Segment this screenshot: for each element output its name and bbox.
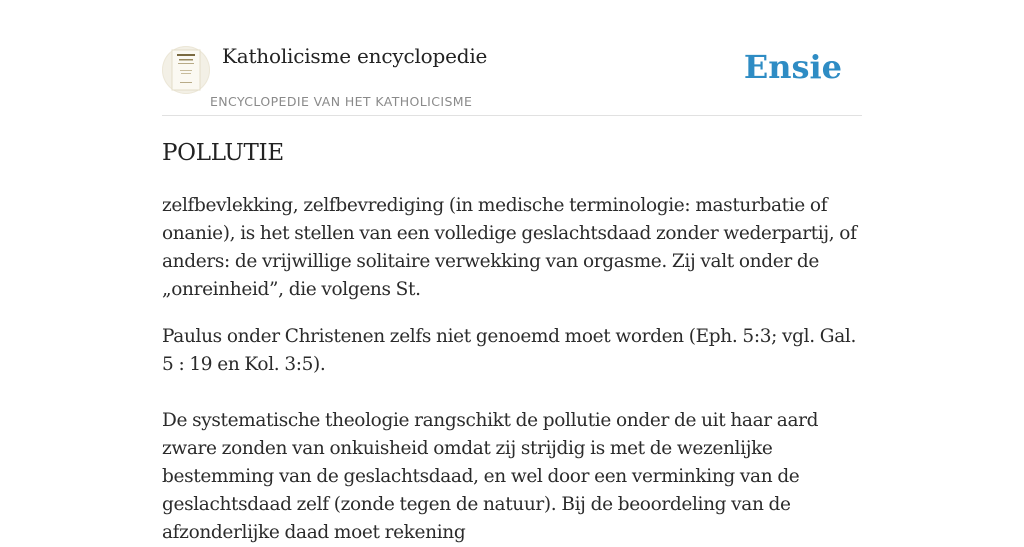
site-title[interactable]: Katholicisme encyclopedie	[222, 44, 488, 68]
site-header	[162, 0, 862, 116]
article-paragraph: Paulus onder Christenen zelfs niet genoemd moet worden (Eph. 5:3; vgl. Gal. 5 : 19 en Kol. 3:5).	[162, 326, 856, 375]
book-cover-icon[interactable]	[162, 46, 210, 94]
article-title: POLLUTIE	[162, 140, 284, 166]
ensie-logo-link[interactable]: Ensie	[743, 48, 842, 86]
article-paragraph: De systematische theologie rangschikt de pollutie onder de uit haar aard zware zonden van onkuisheid omdat zij strijdig is met de wezenlijke bestemming van de geslachtsdaad, en wel door een verminking van de geslachtsdaad zelf (zonde tegen de natuur). Bij de beoordeling van de afzonderlijke daad moet rekening	[162, 410, 819, 543]
article-paragraph: zelfbevlekking, zelfbevrediging (in medische terminologie: masturbatie of onanie), is het stellen van een volledige geslachtsdaad zonder wederpartij, of anders: de vrijwillige solitaire verwekking van orgasme. Zij valt onder de „onreinheid”, die volgens St.	[162, 195, 857, 300]
site-subtitle: ENCYCLOPEDIE VAN HET KATHOLICISME	[210, 94, 473, 109]
content-column	[162, 0, 862, 543]
